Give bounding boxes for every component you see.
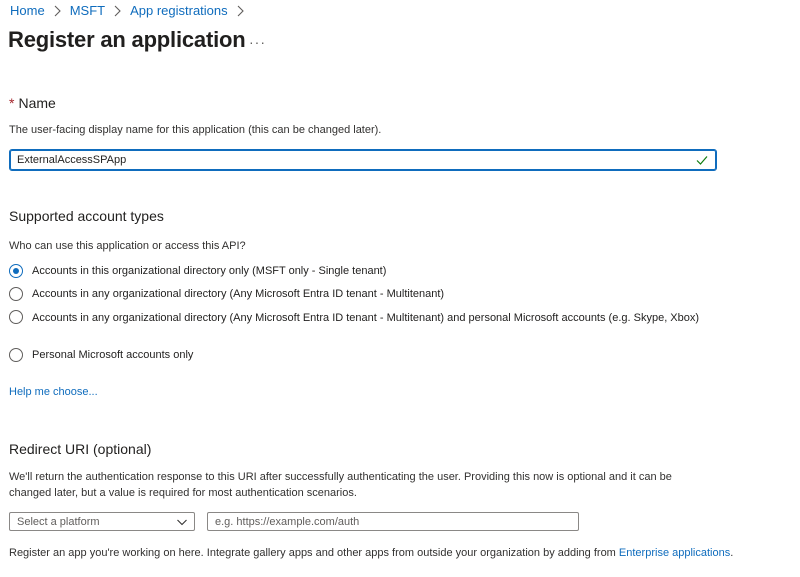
account-types-heading: Supported account types xyxy=(9,208,164,224)
chevron-right-icon xyxy=(236,5,245,17)
radio-button[interactable] xyxy=(9,310,23,324)
checkmark-icon xyxy=(695,153,709,167)
platform-select[interactable] xyxy=(9,512,195,531)
required-indicator: * xyxy=(9,95,15,111)
enterprise-applications-link[interactable]: Enterprise applications xyxy=(618,547,731,559)
breadcrumb-org-link[interactable]: MSFT xyxy=(69,3,106,18)
help-me-choose-link[interactable]: Help me choose... xyxy=(9,386,98,398)
radio-label: Accounts in any organizational directory (Any Microsoft Entra ID tenant - Multitenant) and personal Microsoft accounts (e.g. Skype, Xbox) xyxy=(32,312,700,324)
radio-single-tenant[interactable] xyxy=(9,264,386,279)
radio-multitenant-personal[interactable] xyxy=(9,310,709,326)
name-label xyxy=(9,95,56,111)
redirect-uri-description: We'll return the authentication response to this URI after successfully authenticating the user. Providing this now is optional and it can be changed later, but a value is required for most authentication scenarios. xyxy=(9,471,672,499)
footer-note xyxy=(9,547,733,559)
breadcrumb xyxy=(10,3,253,18)
breadcrumb-app-registrations-link[interactable]: App registrations xyxy=(130,3,228,18)
footer-period: . xyxy=(730,547,734,559)
account-types-question: Who can use this application or access this API? xyxy=(9,240,246,252)
platform-select-placeholder: Select a platform xyxy=(17,515,100,528)
name-label-text: Name xyxy=(18,95,56,111)
radio-label: Accounts in this organizational directory only (MSFT only - Single tenant) xyxy=(32,265,387,277)
radio-button-selected[interactable] xyxy=(9,264,23,278)
radio-personal-only[interactable] xyxy=(9,348,193,363)
radio-button[interactable] xyxy=(9,348,23,362)
redirect-uri-input[interactable] xyxy=(207,512,579,531)
more-options-icon[interactable]: ··· xyxy=(249,34,266,50)
name-description: The user-facing display name for this application (this can be changed later). xyxy=(9,124,382,136)
radio-button[interactable] xyxy=(9,287,23,301)
breadcrumb-home-link[interactable]: Home xyxy=(10,3,45,18)
radio-label: Personal Microsoft accounts only xyxy=(32,349,194,361)
redirect-uri-heading: Redirect URI (optional) xyxy=(9,441,152,457)
radio-label: Accounts in any organizational directory (Any Microsoft Entra ID tenant - Multitenant) xyxy=(32,288,445,300)
page-title: Register an application xyxy=(8,27,246,52)
chevron-right-icon xyxy=(53,5,62,17)
footer-text: Register an app you're working on here. Integrate gallery apps and other apps from outside your organization by adding from xyxy=(9,547,616,559)
name-input[interactable] xyxy=(10,150,716,170)
radio-multitenant[interactable] xyxy=(9,287,444,302)
chevron-down-icon xyxy=(176,516,188,528)
chevron-right-icon xyxy=(113,5,122,17)
name-input-value[interactable]: ExternalAccessSPApp xyxy=(17,154,127,166)
